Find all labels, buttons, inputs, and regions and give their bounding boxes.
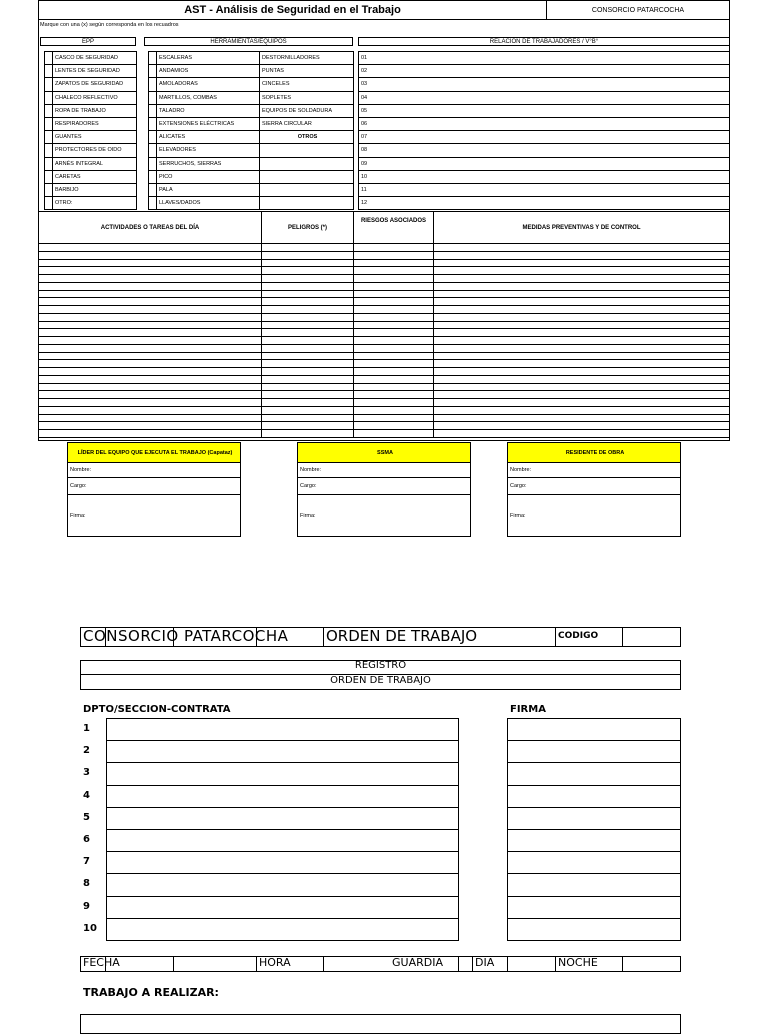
ot-noche-label: NOCHE	[558, 956, 598, 969]
ot-firma-field[interactable]	[507, 785, 681, 808]
ast-instruction: Marque con una (x) según corresponda en los recuadros	[40, 22, 179, 28]
signature-name-field[interactable]: Nombre:	[507, 462, 681, 478]
ot-registro-sub: ORDEN DE TRABAJO	[330, 675, 431, 686]
ot-row-number: 10	[83, 922, 97, 934]
ot-fecha-field[interactable]	[120, 957, 255, 971]
ot-dept-field[interactable]	[106, 851, 459, 874]
ot-firma-field[interactable]	[507, 807, 681, 830]
tool-item	[259, 183, 354, 197]
worker-row[interactable]: 01	[358, 51, 730, 65]
ot-dept-field[interactable]	[106, 873, 459, 896]
tool-item	[259, 196, 354, 210]
ot-divider	[507, 956, 508, 972]
ot-trabajo-label: TRABAJO A REALIZAR:	[83, 986, 219, 999]
tool-item: PUNTAS	[259, 64, 354, 78]
epp-item: ARNÉS INTEGRAL	[52, 157, 137, 171]
ot-dept-field[interactable]	[106, 918, 459, 941]
signature-role-field[interactable]: Cargo:	[67, 477, 241, 495]
tool-item: AMOLADORAS	[156, 77, 260, 91]
risks-header: RIESGOS ASOCIADOS	[353, 211, 434, 244]
activity-cell[interactable]	[38, 429, 262, 438]
ot-firma-field[interactable]	[507, 896, 681, 919]
ot-divider	[555, 627, 556, 647]
ast-title: AST - Análisis de Seguridad en el Trabajo	[38, 0, 547, 20]
signature-title: SSMA	[297, 442, 471, 463]
ot-divider	[256, 956, 257, 972]
tools-header: HERRAMIENTAS/EQUIPOS	[144, 37, 353, 46]
worker-row[interactable]: 12	[358, 196, 730, 210]
ot-firma-field[interactable]	[507, 829, 681, 852]
activity-cell[interactable]	[353, 429, 434, 438]
ot-company: CONSORCIO PATARCOCHA	[83, 627, 289, 645]
tool-item	[259, 170, 354, 184]
tool-item: DESTORNILLADORES	[259, 51, 354, 65]
ot-divider	[323, 956, 324, 972]
ot-dept-field[interactable]	[106, 896, 459, 919]
ot-hora-label: HORA	[259, 956, 291, 969]
epp-item: GUANTES	[52, 130, 137, 144]
ot-divider	[472, 956, 473, 972]
ot-dept-field[interactable]	[106, 740, 459, 763]
tool-item: EXTENSIONES ELÉCTRICAS	[156, 117, 260, 131]
ot-dept-label: DPTO/SECCION-CONTRATA	[83, 704, 231, 715]
ot-divider	[256, 627, 257, 647]
signature-role-field[interactable]: Cargo:	[507, 477, 681, 495]
epp-item: PROTECTORES DE OIDO	[52, 143, 137, 157]
tool-item: PALA	[156, 183, 260, 197]
ot-row-number: 8	[83, 878, 90, 890]
tool-item: ELEVADORES	[156, 143, 260, 157]
hazards-header: PELIGROS (*)	[261, 211, 354, 244]
ot-trabajo-field[interactable]	[80, 1014, 681, 1034]
signature-title: LÍDER DEL EQUIPO QUE EJECUTA EL TRABAJO (Capataz)	[67, 442, 241, 463]
ot-firma-field[interactable]	[507, 718, 681, 741]
signature-title: RESIDENTE DE OBRA	[507, 442, 681, 463]
ot-dia-label: DIA	[475, 956, 495, 969]
signature-sign-field[interactable]: Firma:	[297, 494, 471, 537]
ot-divider	[323, 627, 324, 647]
ot-row-number: 5	[83, 811, 90, 823]
ot-dept-field[interactable]	[106, 762, 459, 785]
ot-divider	[555, 956, 556, 972]
epp-item: OTRO:	[52, 196, 137, 210]
ot-title: ORDEN DE TRABAJO	[326, 627, 478, 645]
tool-item	[259, 157, 354, 171]
tool-item: ANDAMIOS	[156, 64, 260, 78]
ot-row-number: 6	[83, 834, 90, 845]
ot-firma-field[interactable]	[507, 873, 681, 896]
epp-item: CASCO DE SEGURIDAD	[52, 51, 137, 65]
ot-dept-field[interactable]	[106, 829, 459, 852]
ot-row-number: 1	[83, 723, 90, 734]
activities-header: ACTIVIDADES O TAREAS DEL DÍA	[38, 211, 262, 244]
ot-divider	[458, 956, 459, 972]
tool-item: EQUIPOS DE SOLDADURA	[259, 104, 354, 118]
ot-row-number: 3	[83, 767, 90, 779]
ot-code-label: CODIGO	[558, 631, 599, 641]
worker-row[interactable]: 06	[358, 117, 730, 131]
tool-item: SERRUCHOS, SIERRAS	[156, 157, 260, 171]
ot-fecha-label: FECHA	[83, 956, 120, 969]
epp-item: CARETAS	[52, 170, 137, 184]
activity-cell[interactable]	[261, 429, 354, 438]
ot-row-number: 4	[83, 789, 90, 801]
tool-item: MARTILLOS, COMBAS	[156, 91, 260, 105]
tool-item: CINCELES	[259, 77, 354, 91]
signature-sign-field[interactable]: Firma:	[507, 494, 681, 537]
tool-item: TALADRO	[156, 104, 260, 118]
ot-divider	[105, 956, 106, 972]
worker-row[interactable]: 03	[358, 77, 730, 91]
worker-row[interactable]: 02	[358, 64, 730, 78]
measures-header: MEDIDAS PREVENTIVAS Y DE CONTROL	[433, 211, 730, 244]
worker-row[interactable]: 10	[358, 170, 730, 184]
worker-row[interactable]: 04	[358, 91, 730, 105]
tool-item: LLAVES/DADOS	[156, 196, 260, 210]
worker-row[interactable]: 07	[358, 130, 730, 144]
ot-row-number: 2	[83, 745, 90, 757]
ot-dept-field[interactable]	[106, 718, 459, 741]
epp-header: EPP	[40, 37, 136, 46]
epp-item: CHALECO REFLECTIVO	[52, 91, 137, 105]
epp-item: BARBIJO	[52, 183, 137, 197]
signature-sign-field[interactable]: Firma:	[67, 494, 241, 537]
ot-firma-field[interactable]	[507, 740, 681, 763]
ot-firma-field[interactable]	[507, 918, 681, 941]
ot-firma-label: FIRMA	[510, 704, 546, 715]
ot-dept-field[interactable]	[106, 785, 459, 808]
ot-guardia-label: GUARDIA	[392, 956, 443, 969]
worker-row[interactable]: 11	[358, 183, 730, 197]
tool-item: ALICATES	[156, 130, 260, 144]
epp-item: ROPA DE TRABAJO	[52, 104, 137, 118]
tool-item	[259, 143, 354, 157]
ot-firma-field[interactable]	[507, 851, 681, 874]
ast-company: CONSORCIO PATARCOCHA	[546, 0, 730, 20]
ot-divider	[105, 627, 106, 647]
ot-divider	[173, 627, 174, 647]
worker-row[interactable]: 08	[358, 143, 730, 157]
tool-item: SOPLETES	[259, 91, 354, 105]
epp-item: ZAPATOS DE SEGURIDAD	[52, 77, 137, 91]
tool-item: ESCALERAS	[156, 51, 260, 65]
tool-item: PICO	[156, 170, 260, 184]
ot-row-number: 7	[83, 856, 90, 868]
ot-registro: REGISTRO	[354, 660, 407, 671]
epp-item: RESPIRADORES	[52, 117, 137, 131]
workers-header: RELACIÓN DE TRABAJADORES / V°B°	[358, 37, 730, 46]
worker-row[interactable]: 09	[358, 157, 730, 171]
ot-firma-field[interactable]	[507, 762, 681, 785]
signature-name-field[interactable]: Nombre:	[297, 462, 471, 478]
tool-item: SIERRA CIRCULAR	[259, 117, 354, 131]
tool-item: OTROS	[259, 130, 354, 144]
ot-divider	[622, 956, 623, 972]
worker-row[interactable]: 05	[358, 104, 730, 118]
signature-role-field[interactable]: Cargo:	[297, 477, 471, 495]
signature-name-field[interactable]: Nombre:	[67, 462, 241, 478]
ot-code-field[interactable]	[623, 628, 680, 646]
ot-row-number: 9	[83, 900, 90, 912]
ot-dept-field[interactable]	[106, 807, 459, 830]
epp-item: LENTES DE SEGURIDAD	[52, 64, 137, 78]
ot-divider	[173, 956, 174, 972]
activity-cell[interactable]	[433, 429, 730, 438]
